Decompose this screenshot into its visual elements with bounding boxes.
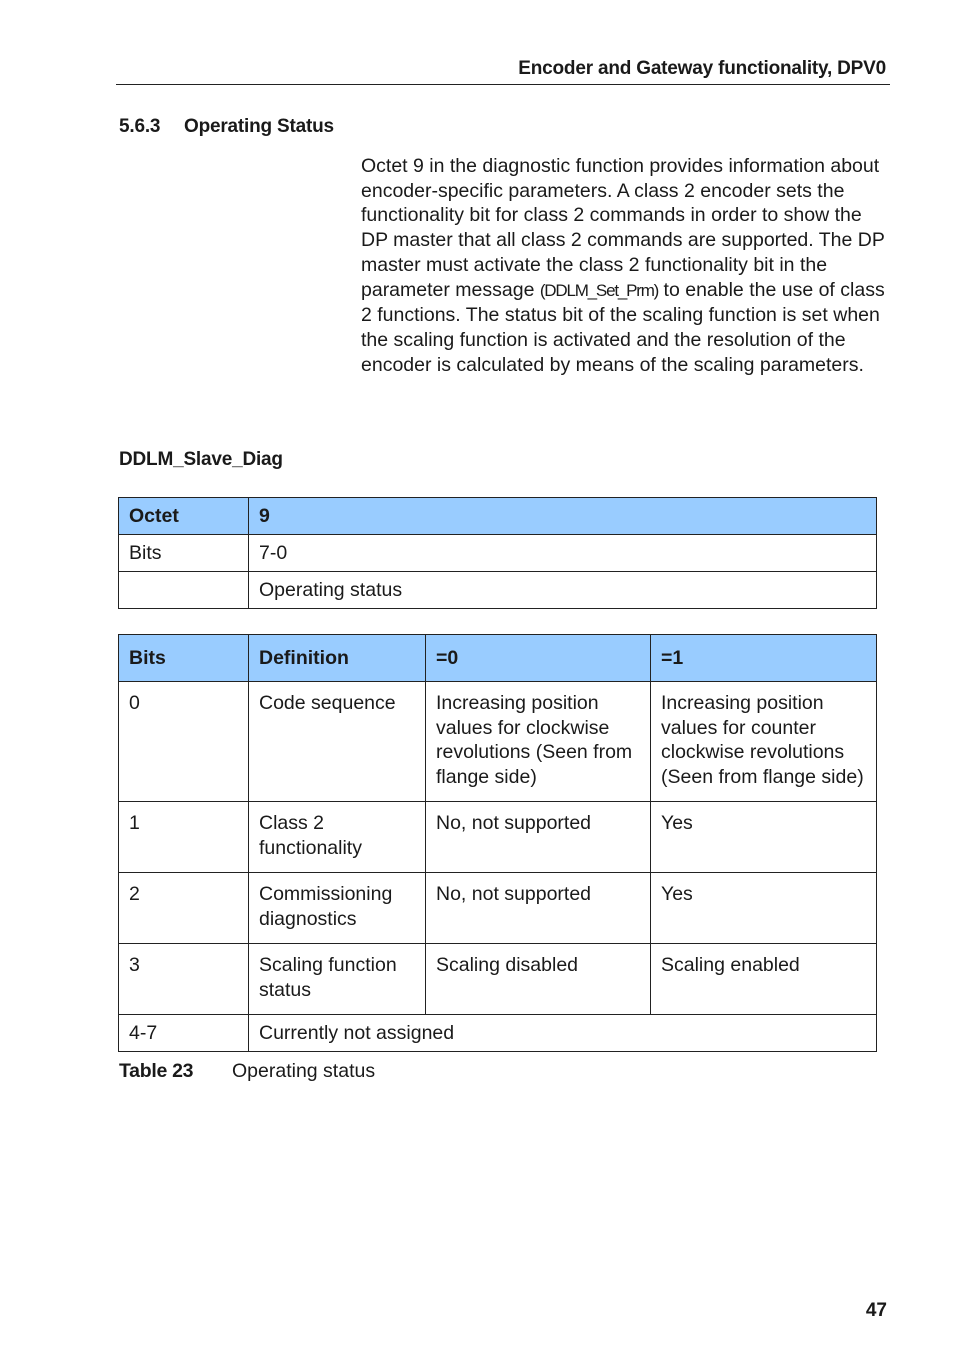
parameter-code: (DDLM_Set_Prm) [539, 280, 659, 300]
table-row [119, 944, 877, 1015]
page-number: 47 [865, 1300, 887, 1321]
table-cell: Yes [651, 802, 877, 873]
table-cell: Code sequence [249, 682, 426, 802]
table-cell: Class 2 functionality [249, 802, 426, 873]
body-text-part-2: to enable the use of class 2 functions. The status bit of the scaling function is set when the scaling function is activated and the resolution of the encoder is calculated by means of the scaling parameters. [361, 278, 885, 376]
section-title: Operating Status [184, 116, 334, 137]
table-cell: 1 [119, 802, 249, 873]
header-cell: Bits [119, 635, 249, 682]
table-cell: 0 [119, 682, 249, 802]
table-row [119, 802, 877, 873]
caption-text: Operating status [232, 1060, 376, 1082]
table-row [119, 572, 877, 609]
body-text-part-1: Octet 9 in the diagnostic function provides information about encoder-specific parameters. A class 2 encoder sets the functionality bit for class 2 commands in order to show the DP master that all class 2 commands are supported. The DP master must activate the class 2 functionality bit in the parameter message [361, 155, 885, 301]
table-cell: 7-0 [249, 535, 877, 572]
table-cell: Scaling function status [249, 944, 426, 1015]
table-cell: Increasing position values for counter clockwise revolutions (Seen from flange side) [651, 682, 877, 802]
header-cell: =1 [651, 635, 877, 682]
header-cell: Definition [249, 635, 426, 682]
table-cell: 2 [119, 873, 249, 944]
table-cell [119, 572, 249, 609]
table-cell: Scaling disabled [426, 944, 651, 1015]
table-cell: Operating status [249, 572, 877, 609]
table-cell: Commissioning diagnostics [249, 873, 426, 944]
section-number: 5.6.3 [119, 116, 161, 137]
table-cell: No, not supported [426, 802, 651, 873]
octet-table [118, 497, 877, 609]
header-cell: 9 [249, 498, 877, 535]
header-rule [116, 84, 890, 85]
running-header-title: Encoder and Gateway functionality, DPV0 [518, 58, 886, 79]
table-cell: 4-7 [119, 1015, 249, 1052]
table-row [119, 1015, 877, 1052]
table-cell: Increasing position values for clockwise revolutions (Seen from flange side) [426, 682, 651, 802]
table-caption [119, 1060, 375, 1083]
table-row [119, 873, 877, 944]
table-cell: Yes [651, 873, 877, 944]
header-cell: =0 [426, 635, 651, 682]
bits-table-header-row [119, 635, 877, 682]
table-cell: No, not supported [426, 873, 651, 944]
table-row [119, 682, 877, 802]
table-cell: Scaling enabled [651, 944, 877, 1015]
table-cell: Currently not assigned [249, 1015, 877, 1052]
bits-table [118, 634, 877, 1052]
header-cell: Octet [119, 498, 249, 535]
table-cell: 3 [119, 944, 249, 1015]
table-row [119, 535, 877, 572]
section-heading [119, 116, 334, 138]
body-paragraph [361, 154, 891, 377]
caption-label: Table 23 [119, 1060, 194, 1082]
table-cell: Bits [119, 535, 249, 572]
sub-heading: DDLM_Slave_Diag [119, 449, 283, 470]
octet-table-header-row [119, 498, 877, 535]
